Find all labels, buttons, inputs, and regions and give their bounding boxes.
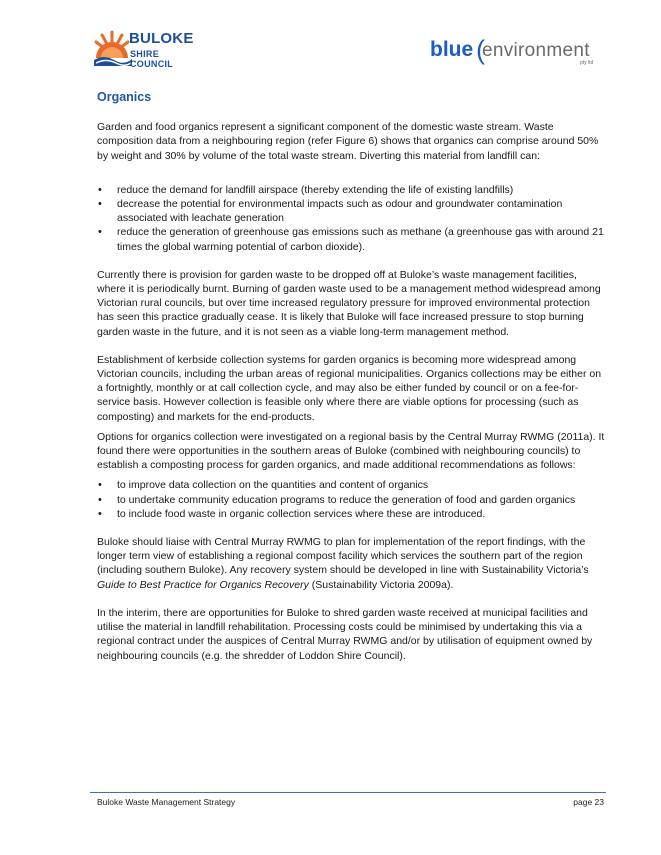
list-item: • reduce the generation of greenhouse gas emissions such as methane (a greenhouse gas with around 21 times the global warming potential of carbon dioxide).: [97, 225, 607, 253]
paragraph-current-provision: Currently there is provision for garden waste to be dropped off at Buloke’s waste management facilities, where it is periodically burnt. Burning of garden waste used to be a management method widespread among Victorian rural councils, but over time increased regulatory pressure for improved environmental protection has seen this practice gradually cease. It is likely that Buloke will face increased pressure to stop burning garden waste in the future, and it is not seen as a viable long-term management method.: [97, 268, 601, 338]
council-logo-subtitle: SHIRE COUNCIL: [130, 49, 174, 69]
logo-bracket-icon: (: [476, 35, 485, 65]
sunburst-icon: [92, 28, 132, 68]
list-item: • reduce the demand for landfill airspace (thereby extending the life of existing landfills): [97, 183, 607, 197]
paragraph-interim: In the interim, there are opportunities for Buloke to shred garden waste received at municipal facilities and utilise the material in landfill rehabilitation. Processing costs could be minimised by undertaking this via a regional contract under the auspices of Central Murray RWMG and/or by utilisation of equipment owned by neighbouring councils (e.g. the shredder of Loddon Shire Council).: [97, 606, 593, 662]
footer-page-number: page 23: [573, 797, 604, 807]
blue-environment-logo: [430, 35, 610, 72]
paragraph-kerbside-collection: Establishment of kerbside collection systems for garden organics is becoming more widespread among Victorian councils, including the urban areas of regional municipalities. Organics collections may be either on a fortnightly, monthly or at call collection cycle, and may also be either funded by council or on a fee-for-service basis. However collection is feasible only where there are viable options for processing (such as composting) and markets for the end-products.: [97, 353, 602, 423]
list-item: • to include food waste in organic collection services where these are introduced.: [97, 507, 607, 521]
list-item: • to undertake community education programs to reduce the generation of food and garden organics: [97, 493, 607, 507]
paragraph-liaise-citation: (Sustainability Victoria 2009a).: [308, 578, 454, 591]
paragraph-intro: Garden and food organics represent a significant component of the domestic waste stream. Waste composition data from a neighbouring region (refer Figure 6) shows that organics can comprise around 50% by weight and 30% by volume of the total waste stream. Diverting this material from landfill can:: [97, 121, 599, 162]
paragraph-liaise: [97, 535, 607, 592]
main-content: [97, 90, 607, 677]
list-item: • to improve data collection on the quantities and content of organics: [97, 478, 607, 492]
paragraph-regional-options: Options for organics collection were investigated on a regional basis by the Central Murray RWMG (2011a). It found there were opportunities in the southern areas of Buloke (combined with neighbouring councils) to establish a composting process for garden organics, and made additional recommendations as follows:: [97, 430, 605, 472]
consultant-logo-suffix: pty ltd: [580, 60, 594, 66]
footer-document-title: Buloke Waste Management Strategy: [97, 797, 236, 807]
recommendations-list: [97, 478, 607, 521]
diversion-benefits-list: [97, 183, 607, 254]
council-logo-name: BULOKE: [129, 30, 194, 47]
paragraph-liaise-text: Buloke should liaise with Central Murray RWMG to plan for implementation of the report findings, with the longer term view of establishing a regional compost facility which services the southern part of the region (including southern Buloke). Any recovery system should be developed in line with Sustainability Victoria’s: [97, 536, 589, 577]
buloke-shire-council-logo: [92, 28, 192, 72]
consultant-logo-word2: environment: [482, 40, 590, 61]
guide-title: Guide to Best Practice for Organics Recovery: [97, 578, 309, 591]
list-item: • decrease the potential for environmental impacts such as odour and groundwater contamination associated with leachate generation: [97, 197, 607, 225]
section-heading: Organics: [97, 90, 152, 104]
footer-divider: [90, 792, 606, 793]
consultant-logo-word1: blue: [430, 38, 474, 61]
